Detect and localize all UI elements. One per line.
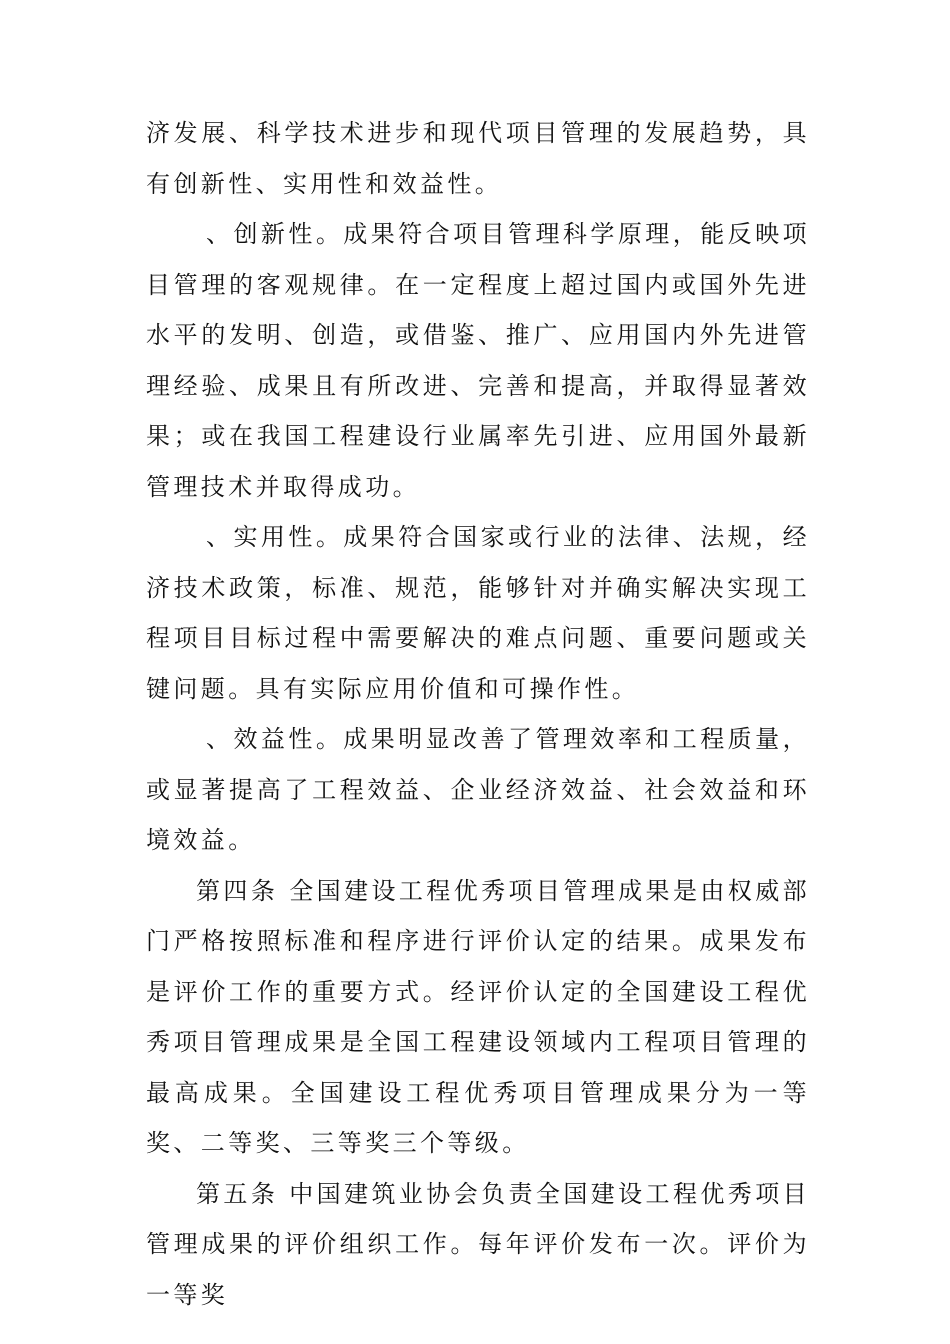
paragraph-benefit: 、效益性。成果明显改善了管理效率和工程质量，或显著提高了工程效益、企业经济效益、社会效益和环境效益。 [146,725,810,854]
paragraph-article-4: 第四条 全国建设工程优秀项目管理成果是由权威部门严格按照标准和程序进行评价认定的结果。成果发布是评价工作的重要方式。经评价认定的全国建设工程优秀项目管理成果是全国工程建设领域内工程项目管理的最高成果。全国建设工程优秀项目管理成果分为一等奖、二等奖、三等奖三个等级。 [146,876,810,1157]
paragraph-continuation: 济发展、科学技术进步和现代项目管理的发展趋势，具有创新性、实用性和效益性。 [146,119,810,198]
paragraph-innovation: 、创新性。成果符合项目管理科学原理，能反映项目管理的客观规律。在一定程度上超过国内或国外先进水平的发明、创造，或借鉴、推广、应用国内外先进管理经验、成果且有所改进、完善和提高，并取得显著效果；或在我国工程建设行业属率先引进、应用国外最新管理技术并取得成功。 [146,220,810,501]
document-body [146,108,810,1320]
paragraph-article-5: 第五条 中国建筑业协会负责全国建设工程优秀项目管理成果的评价组织工作。每年评价发布一次。评价为一等奖 [146,1179,810,1309]
paragraph-practicality: 、实用性。成果符合国家或行业的法律、法规，经济技术政策，标准、规范，能够针对并确实解决实现工程项目目标过程中需要解决的难点问题、重要问题或关键问题。具有实际应用价值和可操作性。 [146,523,810,703]
